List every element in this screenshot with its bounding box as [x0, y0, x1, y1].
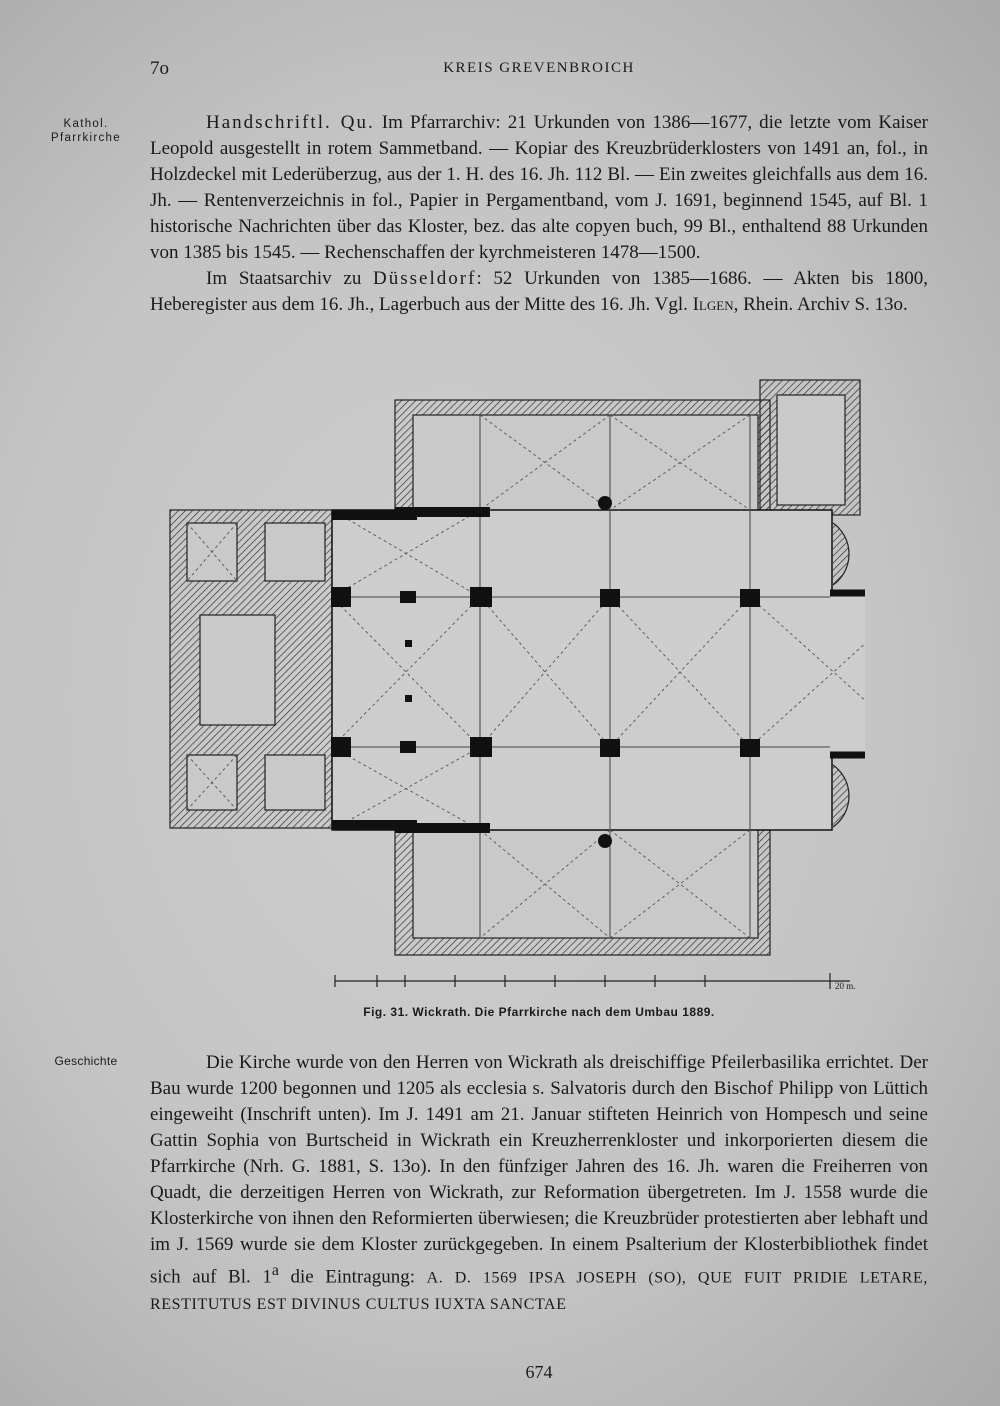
- margin-note-pfarrkirche: [30, 117, 142, 145]
- latin-inscription: A. D. 1569 IPSA JOSEPH (SO), QUE FUIT PRIDIE LETARE, RESTITUTUS EST DIVINUS CULTUS IUXTA SANCTAE: [150, 1269, 928, 1314]
- floor-plan-figure: [165, 375, 865, 1000]
- footer-page-number: 674: [525, 1362, 553, 1382]
- south-aisle-floor: [413, 830, 758, 938]
- nave-floor: [332, 510, 832, 830]
- northeast-tower-room: [777, 395, 845, 505]
- scale-label: 20 m.: [835, 981, 856, 991]
- page-header: [150, 58, 928, 82]
- running-head: KREIS GREVENBROICH: [443, 60, 635, 76]
- paragraph-text: : 52 Urkunden von 1385—1686. — Akten bis 1800, Heberegister aus dem 16. Jh., Lagerbuch aus der Mitte des 16. Jh. Vgl.: [150, 268, 928, 315]
- north-aisle-floor: [413, 415, 758, 515]
- west-tower-room: [200, 615, 275, 725]
- south-apse: [833, 765, 849, 827]
- north-apse: [833, 523, 849, 585]
- margin-note-line: Kathol.: [63, 118, 109, 130]
- west-bay-north: [265, 523, 325, 581]
- figure-caption: Fig. 31. Wickrath. Die Pfarrkirche nach dem Umbau 1889.: [363, 1005, 715, 1019]
- paragraph-text: Im Staatsarchiv zu: [206, 268, 374, 289]
- paragraph-text: Die Kirche wurde von den Herren von Wickrath als dreischiffige Pfeilerbasilika errichtet. Der Bau wurde 1200 begonnen und 1205 als ecclesia s. Salvatoris durch den Bischof Philipp von Lüttich eingeweiht (Inschrift unten). Im J. 1491 am 21. Januar stifteten Heinrich von Hompesch und seine Gattin Sophia von Burtscheid in Wickrath ein Kreuzherrenkloster und inkorporierten diesem die Pfarrkirche (Nrh. G. 1881, S. 13o). In den fünfziger Jahren des 16. Jh. waren die Freiherren von Quadt, die derzeitigen Herren von Wickrath, zur Reformation übergetreten. Im J. 1558 wurde die Klosterkirche von ihnen den Reformierten überwiesen; die Kreuzbrüder protestierten aber lebhaft und im J. 1569 wurde sie dem Kloster zurückgegeben. In einem Psalterium der Klosterbibliothek findet sich auf Bl. 1: [150, 1052, 928, 1288]
- scale-bar: [335, 973, 850, 989]
- lead-heading: Handschriftl. Qu.: [206, 112, 375, 133]
- section-sources: [150, 110, 928, 318]
- margin-note-line: Pfarrkirche: [51, 132, 121, 144]
- page-number: 7o: [150, 58, 169, 79]
- margin-note-geschichte: Geschichte: [54, 1054, 118, 1068]
- paragraph-text: die Eintragung:: [278, 1266, 427, 1288]
- paragraph-text: , Rhein. Archiv S. 13o.: [733, 294, 908, 315]
- west-bay-south: [265, 755, 325, 810]
- floor-plan-drawing: [165, 375, 865, 1000]
- paragraph-text: Im Pfarrarchiv: 21 Urkunden von 1386—1677, die letzte vom Kaiser Leopold ausgestellt in rotem Sammetband. — Kopiar des Kreuzbrüderklosters von 1491 an, fol., in Holzdeckel mit Lederüberzug, aus der 1. H. des 16. Jh. 112 Bl. — Ein zweites gleichfalls aus dem 16. Jh. — Rentenverzeichnis in fol., Papier in Pergamentband, vom J. 1691, beginnend 1545, auf Bl. 1 historische Nachrichten über das Kloster, bez. das alte copyen buch, 99 Bl., enthaltend 88 Urkunden von 1385 bis 1545. — Rechenschaffen der kyrchmeisteren 1478—1500.: [150, 112, 928, 263]
- superscript: a: [271, 1262, 279, 1279]
- author-smallcaps: Ilgen: [692, 294, 734, 315]
- spaced-word: Düsseldorf: [373, 268, 477, 289]
- paragraph-pfarrarchiv: [150, 110, 928, 266]
- paragraph-history: [150, 1050, 928, 1318]
- section-history: [150, 1050, 928, 1318]
- paragraph-staatsarchiv: [150, 266, 928, 318]
